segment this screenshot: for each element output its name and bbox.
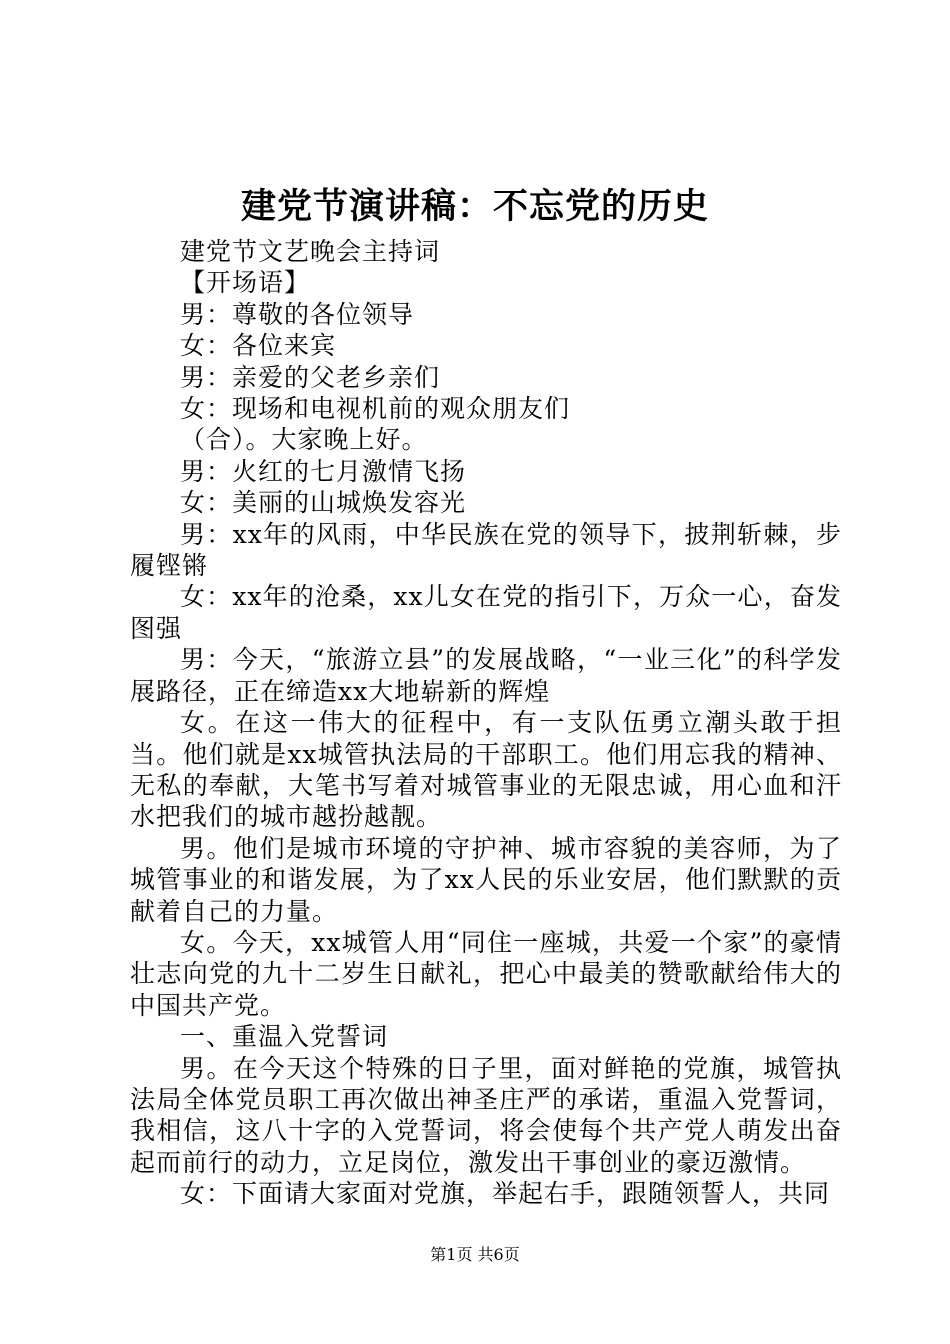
document-title: 建党节演讲稿：不忘党的历史 [240,186,709,227]
paragraph: 【开场语】 [180,268,311,298]
paragraph: （合）。大家晚上好。 [180,425,428,455]
page-number: 第1页 共6页 [430,1245,520,1264]
paragraph: 男。在今天这个特殊的日子里，面对鲜艳的党旗，城管执法局全体党员职工再次做出神圣庄严的承诺，重温入党誓词，我相信，这八十字的入党誓词，将会使每个共产党人萌发出奋起而前行的动力，立足岗位，激发出干事创业的豪迈激情。 [130,1053,842,1177]
document-body [130,236,842,1210]
paragraph: 男。他们是城市环境的守护神、城市容貌的美容师，为了城管事业的和谐发展，为了xx人民的乐业安居，他们默默的贡献着自己的力量。 [130,833,842,926]
paragraph: 男：亲爱的父老乡亲们 [180,362,441,392]
paragraph: 男：xx年的风雨，中华民族在党的领导下，披荆斩棘，步履铿锵 [130,519,842,581]
paragraph: 女。在这一伟大的征程中，有一支队伍勇立潮头敢于担当。他们就是xx城管执法局的干部职工。他们用忘我的精神、无私的奉献，大笔书写着对城管事业的无限忠诚，用心血和汗水把我们的城市越扮越靓。 [130,708,842,832]
section-heading: 一、重温入党誓词 [180,1022,389,1052]
paragraph: 男：今天，“旅游立县”的发展战略，“一业三化”的科学发展路径，正在缔造xx大地崭新的辉煌 [130,645,842,706]
paragraph: 女：下面请大家面对党旗，举起右手，跟随领誓人，共同 [180,1179,831,1209]
paragraph: 男：尊敬的各位领导 [180,299,415,329]
paragraph: 男：火红的七月激情飞扬 [180,456,467,486]
paragraph: 女：现场和电视机前的观众朋友们 [180,394,571,424]
paragraph: 女。今天，xx城管人用“同住一座城，共爱一个家”的豪情壮志向党的九十二岁生日献礼，把心中最美的赞歌献给伟大的中国共产党。 [130,927,842,1020]
paragraph: 女：xx年的沧桑，xx儿女在党的指引下，万众一心，奋发图强 [130,582,842,643]
paragraph: 女：各位来宾 [180,331,337,361]
paragraph: 建党节文艺晚会主持词 [180,237,441,266]
paragraph: 女：美丽的山城焕发容光 [180,488,467,518]
